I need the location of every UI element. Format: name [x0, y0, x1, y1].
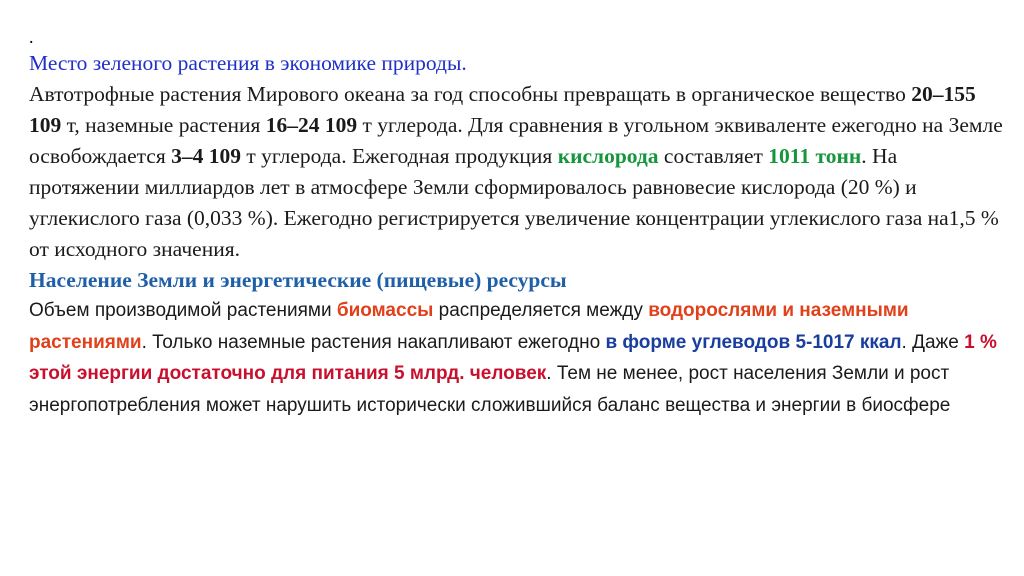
- text-run: Автотрофные растения Мирового океана за год способны превращать в органическое вещество: [29, 82, 912, 106]
- text-run: т углерода. Ежегодная продукция: [240, 144, 558, 168]
- energy-feeding-highlight: 1 % этой энергии достаточно для питания 5 млрд. человек: [29, 331, 997, 384]
- text-run: . На протяжении миллиардов лет в атмосфере Земли сформировалось равновесие кислорода (20 %) и углекислого газа (0,033 %). Ежегодно регистрируется увеличение концентрации углекислого газа на1,5 % от исходного значения.: [29, 144, 999, 261]
- text-run: . Тем не менее, рост населения Земли и рост энергопотребления может нарушить исторически сложившийся баланс вещества и энергии в биосфере: [29, 363, 951, 416]
- section-heading-population: Население Земли и энергетические (пищевые) ресурсы: [29, 268, 567, 292]
- paragraph-autotrophic-plants: [29, 79, 1004, 265]
- text-run: . Даже: [901, 331, 965, 353]
- slide-content: [29, 26, 1004, 421]
- text-run: составляет: [658, 144, 769, 168]
- coal-carbon-value: 3–4 109: [171, 144, 241, 168]
- text-run: . Только наземные растения накапливают ежегодно: [141, 331, 606, 353]
- text-run: т углерода. Для сравнения в угольном эквиваленте ежегодно на Земле освобождается: [29, 113, 1003, 168]
- text-run: т, наземные растения: [61, 113, 266, 137]
- carbohydrates-highlight: в форме углеводов 5-1017 ккал: [605, 331, 902, 353]
- paragraph-biomass: [29, 295, 1004, 421]
- oxygen-amount-highlight: 1011 тонн: [768, 144, 862, 168]
- algae-land-plants-highlight: водорослями и наземными растениями: [29, 300, 909, 353]
- oxygen-highlight: кислорода: [557, 144, 659, 168]
- ocean-carbon-value: 20–155 109: [29, 82, 976, 137]
- bullet-dot: .: [29, 27, 34, 47]
- text-run: Объем производимой растениями: [29, 300, 337, 321]
- section-heading-green-plant: Место зеленого растения в экономике природы.: [29, 51, 467, 75]
- land-carbon-value: 16–24 109: [265, 113, 358, 137]
- text-run: распределяется между: [433, 300, 649, 321]
- biomass-highlight: биомассы: [336, 300, 434, 321]
